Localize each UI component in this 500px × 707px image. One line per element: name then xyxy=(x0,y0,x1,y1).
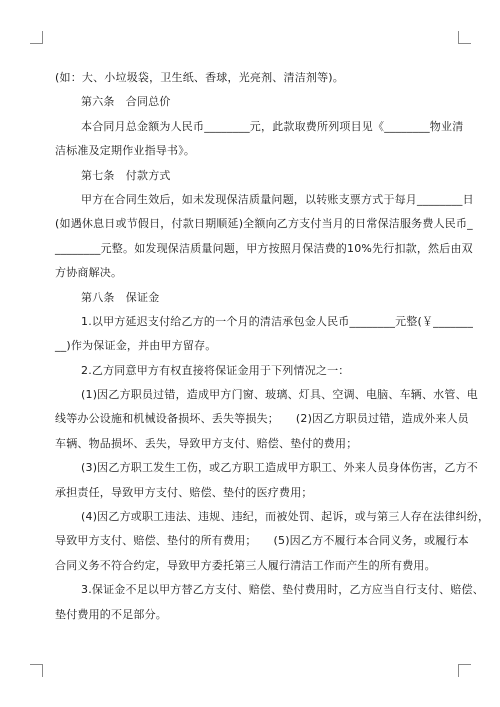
text-line: 甲方在合同生效后，如未发现保洁质量问题，以转账支票方式于每月________日 xyxy=(81,192,474,206)
text-line: 本合同月总金额为人民币________元，此款取费所列项目见《________物业清 xyxy=(81,119,464,133)
text-line: 垫付费用的不足部分。 xyxy=(55,607,167,621)
text-line: 承担责任，导致甲方支付、赔偿、垫付的医疗费用； xyxy=(55,485,313,499)
crop-mark-bottom-right xyxy=(458,664,471,677)
crop-mark-top-left xyxy=(30,31,43,44)
section-heading-article-8: 第八条 保证金 xyxy=(81,290,160,304)
section-heading-article-7: 第七条 付款方式 xyxy=(81,168,171,182)
crop-mark-top-right xyxy=(458,31,471,44)
text-line: 洁标准及定期作业指导书》。 xyxy=(55,144,196,158)
text-line: 导致甲方支付、赔偿、垫付的所有费用； (5)因乙方不履行本合同义务，或履行本 xyxy=(55,534,469,548)
text-line: 方协商解决。 xyxy=(55,266,123,280)
text-line: (4)因乙方或职工违法、违规、违纪，而被处罚、起诉，或与第三人存在法律纠纷， xyxy=(81,510,490,524)
text-line: (如遇休息日或节假日，付款日期顺延)全额向乙方支付当月的日常保洁服务费人民币_ xyxy=(55,217,473,231)
text-line: (如：大、小垃圾袋，卫生纸、香球，光亮剂、清洁剂等)。 xyxy=(55,71,344,84)
text-line: __)作为保证金，并由甲方留存。 xyxy=(55,339,217,353)
text-line: 车辆、物品损坏、丢失，导致甲方支付、赔偿、垫付的费用； xyxy=(55,436,358,450)
text-line: ________元整。如发现保洁质量问题，甲方按照月保洁费的10%先行扣款，然后由双 xyxy=(55,241,473,255)
text-line: 合同义务不符合约定，导致甲方委托第三人履行清洁工作而产生的所有费用。 xyxy=(55,558,436,572)
text-line: 1.以甲方延迟支付给乙方的一个月的清洁承包金人民币________元整(￥_______ xyxy=(81,314,474,328)
crop-mark-bottom-left xyxy=(30,664,43,677)
text-line: 3.保证金不足以甲方替乙方支付、赔偿、垫付费用时，乙方应当自行支付、赔偿、 xyxy=(81,583,484,597)
text-line: 2.乙方同意甲方有权直接将保证金用于下列情况之一： xyxy=(81,363,350,377)
section-heading-article-6: 第六条 合同总价 xyxy=(81,95,171,109)
document-body xyxy=(55,66,490,627)
text-line: (1)因乙方职员过错，造成甲方门窗、玻璃、灯具、空调、电脑、车辆、水管、电 xyxy=(81,388,478,402)
text-line: (3)因乙方职工发生工伤，或乙方职工造成甲方职工、外来人员身体伤害，乙方不 xyxy=(81,461,478,475)
text-line: 线等办公设施和机械设备损坏、丢失等损失； (2)因乙方职员过错，造成外来人员 xyxy=(55,412,469,426)
